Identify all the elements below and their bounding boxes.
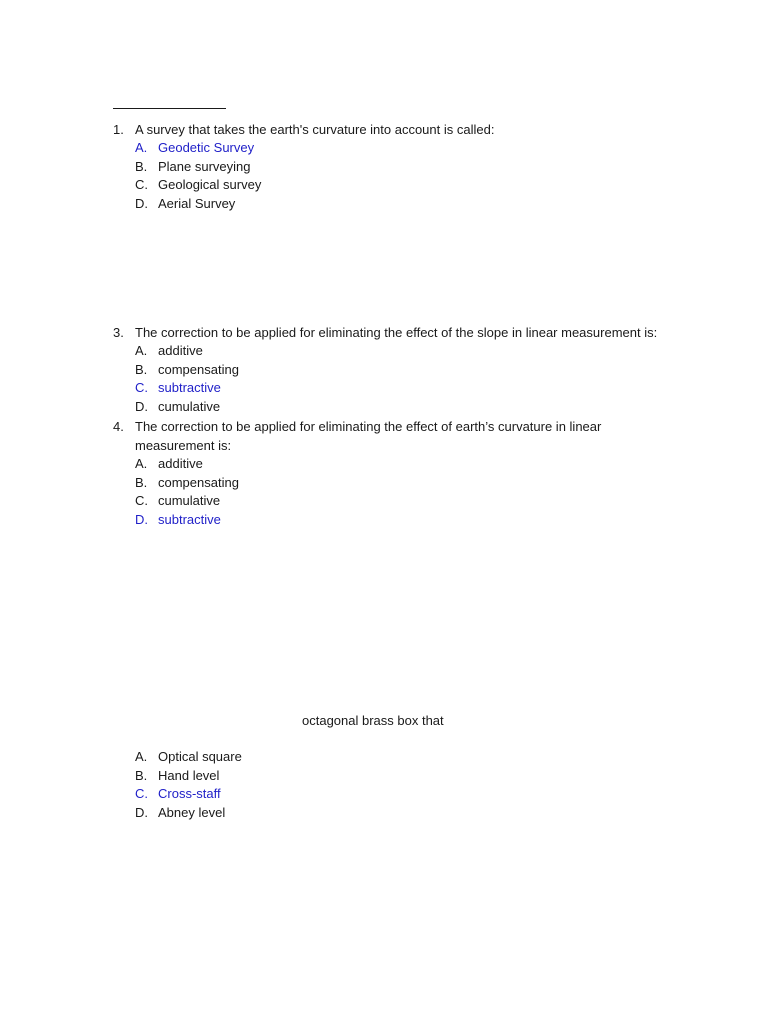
answer-options bbox=[113, 455, 613, 530]
question-stem bbox=[113, 417, 613, 455]
option-letter: B. bbox=[135, 158, 148, 174]
option-letter: D. bbox=[135, 805, 148, 821]
answer-option-b bbox=[113, 361, 673, 380]
question-stem bbox=[113, 323, 673, 342]
question-text: The correction to be applied for eliminating the effect of earth’s curvature in linear measurement is: bbox=[135, 419, 602, 453]
option-letter: C. bbox=[135, 786, 148, 802]
answer-option-d bbox=[113, 511, 613, 530]
answer-option-a bbox=[113, 748, 673, 767]
question-1 bbox=[113, 120, 673, 214]
option-text: Cross-staff bbox=[158, 786, 221, 802]
answer-option-c bbox=[113, 379, 673, 398]
answer-option-d bbox=[113, 398, 673, 417]
option-text: Aerial Survey bbox=[158, 196, 236, 212]
option-letter: A. bbox=[135, 343, 148, 358]
option-text: additive bbox=[158, 456, 203, 471]
question-text: The correction to be applied for eliminating the effect of the slope in linear measurement is: bbox=[135, 325, 658, 340]
question-stem bbox=[113, 120, 673, 139]
question-fragment-text: octagonal brass box that bbox=[302, 713, 444, 728]
option-text: cumulative bbox=[158, 493, 221, 509]
option-letter: B. bbox=[135, 767, 148, 783]
answer-options bbox=[113, 139, 673, 214]
option-letter: C. bbox=[135, 380, 148, 396]
question-number: 3. bbox=[113, 325, 124, 340]
option-text: Geodetic Survey bbox=[158, 140, 255, 155]
option-letter: D. bbox=[135, 399, 148, 415]
answer-option-a bbox=[113, 342, 673, 361]
answer-option-c bbox=[113, 176, 673, 195]
option-text: Hand level bbox=[158, 767, 220, 783]
question-number: 4. bbox=[113, 419, 124, 434]
answer-option-a bbox=[113, 139, 673, 158]
option-letter: C. bbox=[135, 177, 148, 193]
option-text: Optical square bbox=[158, 749, 242, 764]
answer-options bbox=[113, 748, 673, 823]
question-4 bbox=[113, 417, 613, 530]
option-text: Geological survey bbox=[158, 177, 262, 193]
option-letter: B. bbox=[135, 361, 148, 377]
answer-option-b bbox=[113, 474, 613, 493]
fragment-question bbox=[113, 748, 673, 823]
option-letter: C. bbox=[135, 493, 148, 509]
answer-option-c bbox=[113, 492, 613, 511]
option-text: subtractive bbox=[158, 512, 221, 528]
option-text: Plane surveying bbox=[158, 158, 251, 174]
option-text: cumulative bbox=[158, 399, 221, 415]
footnote-separator-line bbox=[113, 108, 226, 109]
option-text: Abney level bbox=[158, 805, 226, 821]
option-text: subtractive bbox=[158, 380, 221, 396]
answer-option-d bbox=[113, 804, 673, 823]
answer-option-a bbox=[113, 455, 613, 474]
option-letter: A. bbox=[135, 456, 148, 471]
option-letter: D. bbox=[135, 196, 148, 212]
option-text: additive bbox=[158, 343, 203, 358]
option-text: compensating bbox=[158, 474, 239, 490]
answer-options bbox=[113, 342, 673, 417]
option-letter: D. bbox=[135, 512, 148, 528]
option-letter: A. bbox=[135, 749, 148, 764]
answer-option-b bbox=[113, 158, 673, 177]
option-letter: B. bbox=[135, 474, 148, 490]
answer-option-d bbox=[113, 195, 673, 214]
option-text: compensating bbox=[158, 361, 239, 377]
answer-option-c bbox=[113, 785, 673, 804]
question-number: 1. bbox=[113, 122, 124, 137]
question-text: A survey that takes the earth's curvature into account is called: bbox=[135, 122, 495, 137]
question-3 bbox=[113, 323, 673, 417]
answer-option-b bbox=[113, 767, 673, 786]
option-letter: A. bbox=[135, 140, 148, 155]
